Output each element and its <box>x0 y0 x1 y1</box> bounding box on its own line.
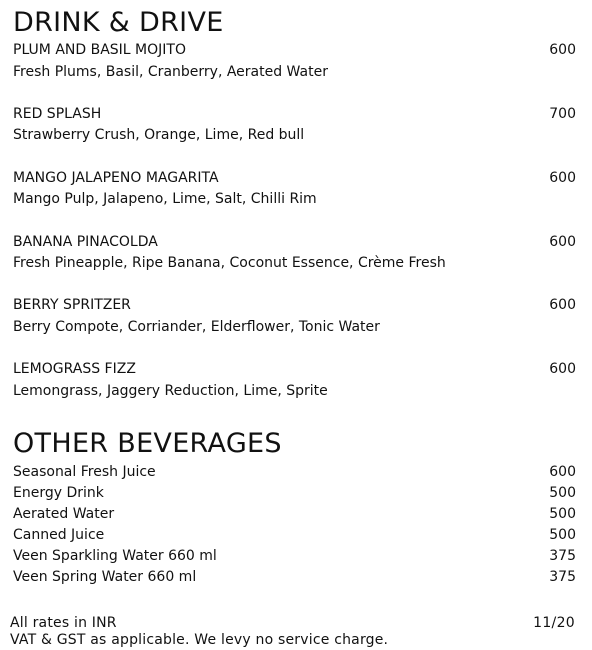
section-title-other-beverages: OTHER BEVERAGES <box>13 428 282 459</box>
item-name: Seasonal Fresh Juice <box>13 464 156 480</box>
menu-item <box>13 104 576 124</box>
item-name: LEMOGRASS FIZZ <box>13 361 136 377</box>
item-description: Lemongrass, Jaggery Reduction, Lime, Sprite <box>13 383 328 399</box>
item-price: 375 <box>549 548 576 564</box>
item-price: 500 <box>549 527 576 543</box>
beverage-row <box>13 567 576 587</box>
item-name: BANANA PINACOLDA <box>13 234 158 250</box>
item-price: 600 <box>549 234 576 250</box>
item-description: Berry Compote, Corriander, Elderflower, Tonic Water <box>13 319 380 335</box>
menu-item <box>13 295 576 315</box>
beverage-row <box>13 504 576 524</box>
beverage-row <box>13 546 576 566</box>
menu-item <box>13 168 576 188</box>
item-price: 500 <box>549 485 576 501</box>
page-code: 11/20 <box>533 615 575 631</box>
beverage-row <box>13 462 576 482</box>
item-description: Fresh Pineapple, Ripe Banana, Coconut Essence, Crème Fresh <box>13 255 446 271</box>
menu-item <box>13 359 576 379</box>
item-description: Fresh Plums, Basil, Cranberry, Aerated Water <box>13 64 328 80</box>
item-price: 600 <box>549 361 576 377</box>
item-price: 500 <box>549 506 576 522</box>
item-name: PLUM AND BASIL MOJITO <box>13 42 186 58</box>
item-price: 700 <box>549 106 576 122</box>
item-name: Energy Drink <box>13 485 104 501</box>
beverage-row <box>13 483 576 503</box>
rates-note: All rates in INR <box>10 615 117 631</box>
menu-item <box>13 40 576 60</box>
beverage-row <box>13 525 576 545</box>
item-price: 375 <box>549 569 576 585</box>
item-name: MANGO JALAPENO MAGARITA <box>13 170 219 186</box>
item-name: RED SPLASH <box>13 106 102 122</box>
tax-note: VAT & GST as applicable. We levy no service charge. <box>10 632 389 648</box>
item-name: Veen Sparkling Water 660 ml <box>13 548 217 564</box>
menu-item <box>13 232 576 252</box>
item-price: 600 <box>549 297 576 313</box>
item-price: 600 <box>549 170 576 186</box>
item-name: Aerated Water <box>13 506 115 522</box>
item-name: Veen Spring Water 660 ml <box>13 569 197 585</box>
item-price: 600 <box>549 464 576 480</box>
item-name: BERRY SPRITZER <box>13 297 131 313</box>
section-title-drink-drive: DRINK & DRIVE <box>13 7 224 38</box>
item-description: Mango Pulp, Jalapeno, Lime, Salt, Chilli Rim <box>13 191 317 207</box>
item-description: Strawberry Crush, Orange, Lime, Red bull <box>13 127 305 143</box>
item-price: 600 <box>549 42 576 58</box>
item-name: Canned Juice <box>13 527 105 543</box>
